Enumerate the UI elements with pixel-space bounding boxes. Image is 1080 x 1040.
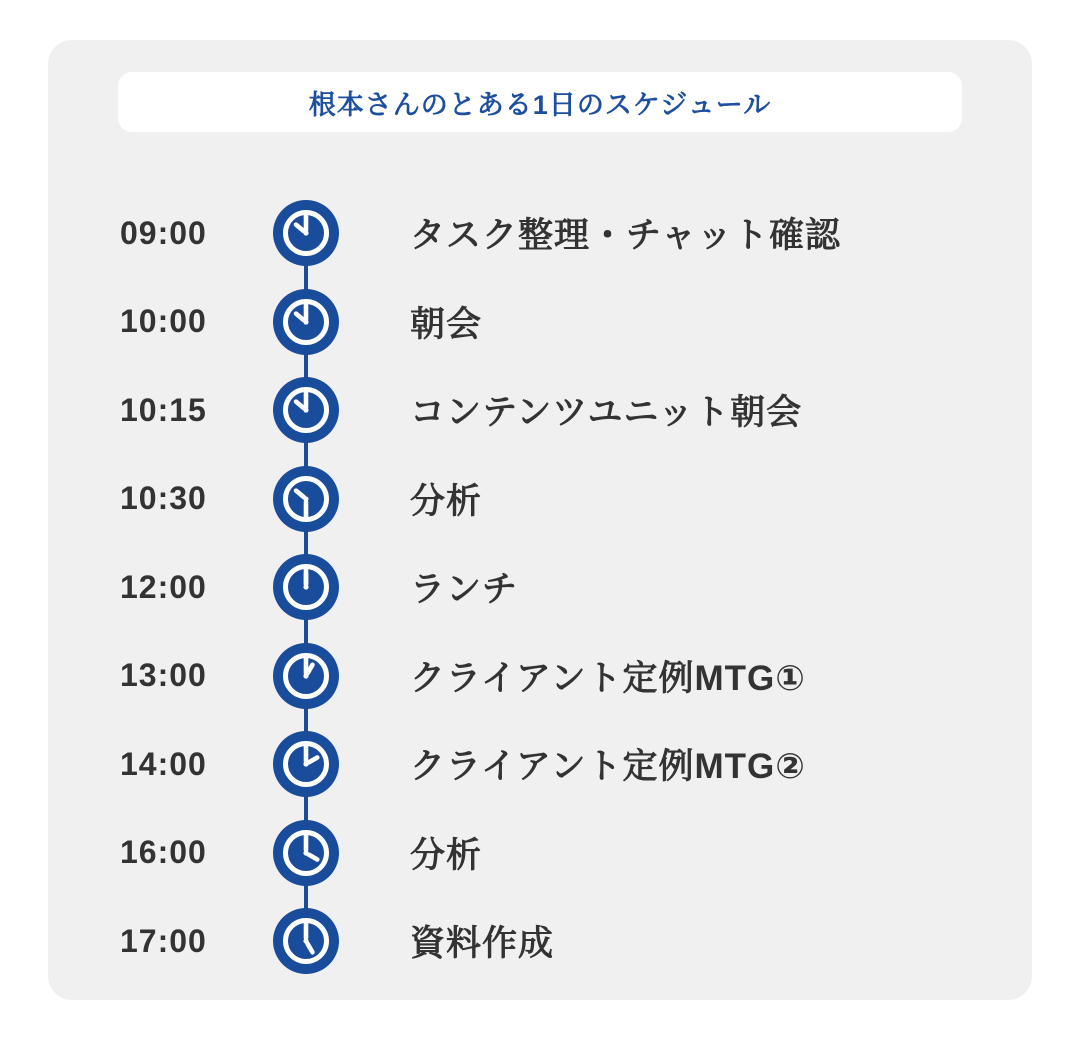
schedule-row	[48, 632, 1032, 721]
clock-icon	[273, 200, 339, 266]
time-label: 13:00	[120, 657, 207, 694]
clock-icon	[273, 289, 339, 355]
schedule-row	[48, 543, 1032, 632]
clock-icon	[273, 466, 339, 532]
time-label: 17:00	[120, 922, 207, 959]
page-title: 根本さんのとある1日のスケジュール	[308, 89, 772, 120]
clock-icon	[273, 820, 339, 886]
clock-icon	[273, 820, 339, 886]
time-label: 10:30	[120, 480, 207, 517]
activity-label: タスク整理・チャット確認	[410, 216, 841, 256]
activity-label: クライアント定例MTG①	[410, 658, 806, 698]
clock-icon	[273, 377, 339, 443]
schedule-row	[48, 809, 1032, 898]
activity-label: 分析	[410, 835, 483, 875]
time-label: 10:15	[120, 391, 207, 428]
clock-icon	[273, 289, 339, 355]
activity-label: ランチ	[410, 570, 519, 610]
clock-icon	[273, 731, 339, 797]
clock-icon	[273, 377, 339, 443]
time-label: 16:00	[120, 834, 207, 871]
time-label: 10:00	[120, 303, 207, 340]
activity-label: 資料作成	[410, 924, 555, 964]
schedule-row	[48, 278, 1032, 367]
clock-icon	[273, 908, 339, 974]
clock-icon	[273, 200, 339, 266]
timeline	[48, 189, 1032, 986]
clock-icon	[273, 466, 339, 532]
schedule-card	[48, 40, 1032, 1000]
schedule-row	[48, 189, 1032, 278]
clock-icon	[273, 643, 339, 709]
time-label: 14:00	[120, 745, 207, 782]
schedule-row	[48, 720, 1032, 809]
time-label: 12:00	[120, 568, 207, 605]
clock-icon	[273, 554, 339, 620]
clock-icon	[273, 731, 339, 797]
activity-label: クライアント定例MTG②	[410, 747, 806, 787]
schedule-row	[48, 366, 1032, 455]
clock-icon	[273, 554, 339, 620]
activity-label: 朝会	[410, 304, 483, 344]
title-banner	[118, 72, 962, 132]
clock-icon	[273, 908, 339, 974]
activity-label: コンテンツユニット朝会	[410, 393, 803, 433]
schedule-row	[48, 897, 1032, 986]
schedule-row	[48, 455, 1032, 544]
clock-icon	[273, 643, 339, 709]
time-label: 09:00	[120, 214, 207, 251]
activity-label: 分析	[410, 481, 483, 521]
